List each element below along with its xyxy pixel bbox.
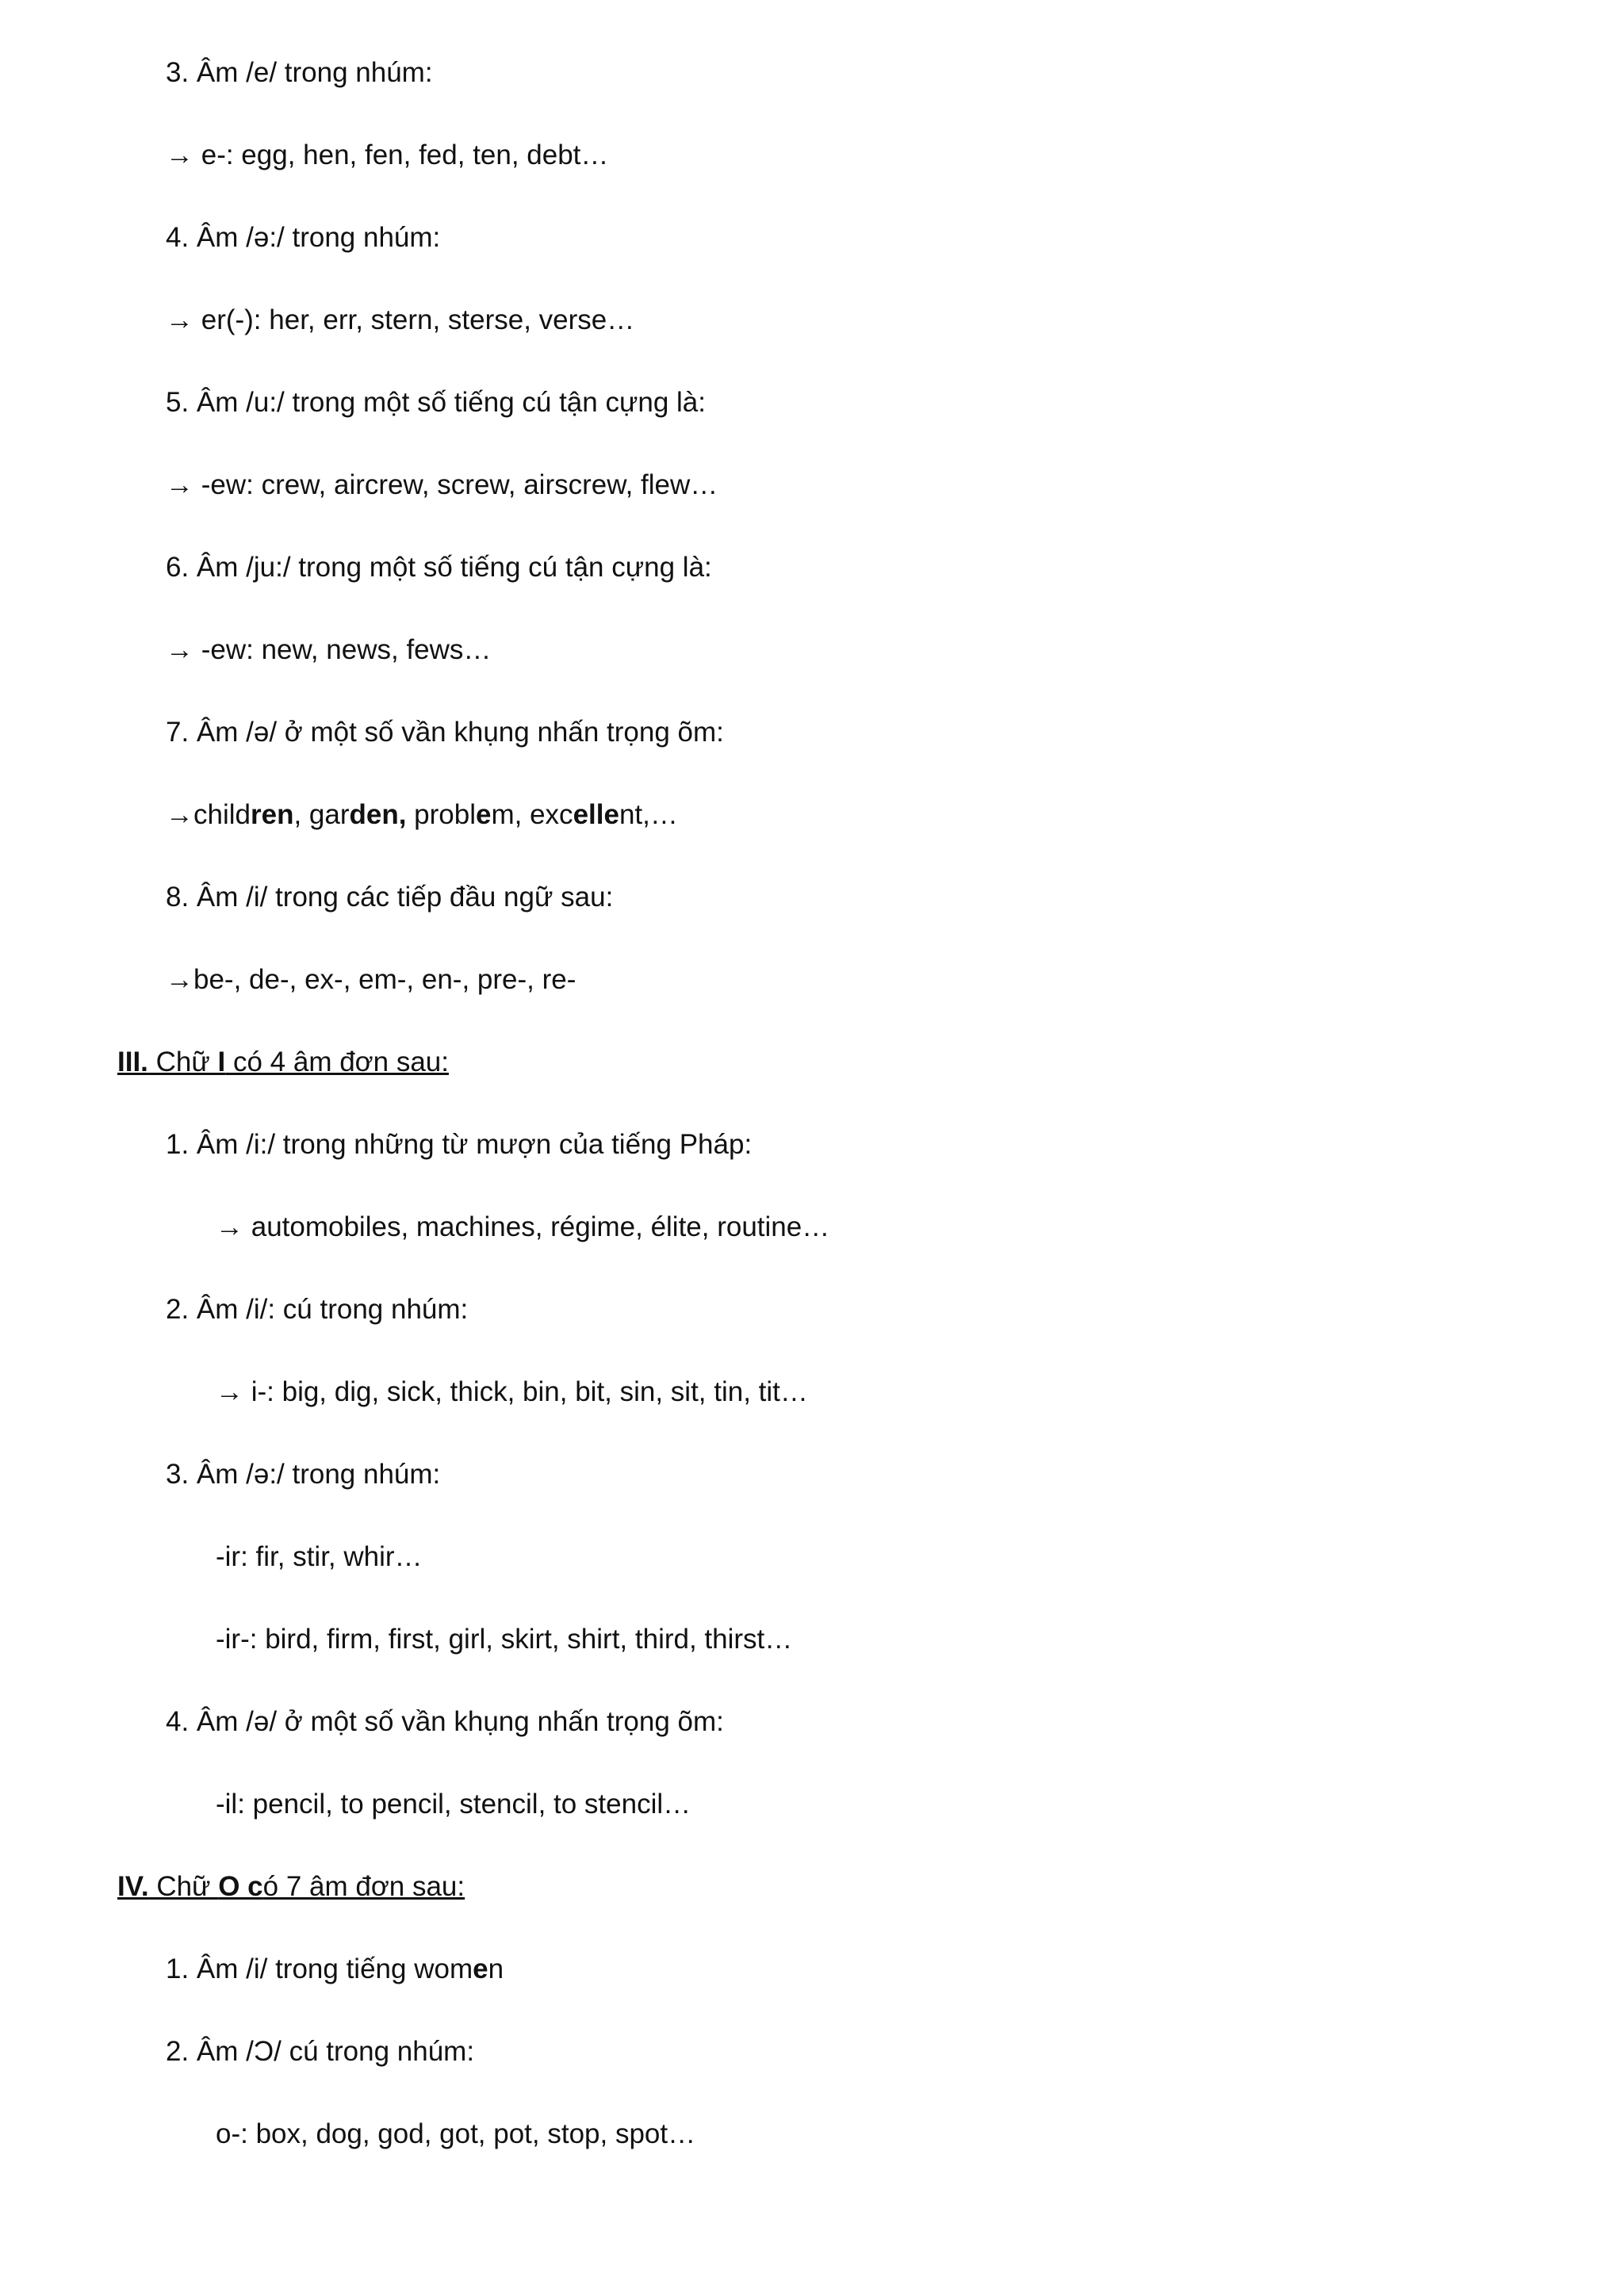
- item-1-i-long-sound: 1. Âm /i:/ trong những từ mượn của tiếng Pháp:: [166, 1129, 753, 1160]
- example-ew-ju-words: → -ew: new, news, fews…: [166, 634, 492, 665]
- item-8-i-prefix: 8. Âm /i/ trong các tiếp đầu ngữ sau:: [166, 882, 614, 913]
- example-e-words: → e-: egg, hen, fen, fed, ten, debt…: [166, 140, 609, 170]
- item-1-women-i-sound: 1. Âm /i/ trong tiếng women: [166, 1954, 504, 1984]
- example-ir-medial-words: -ir-: bird, firm, first, girl, skirt, shirt, third, thirst…: [216, 1624, 793, 1655]
- section-heading-iii: III. Chữ I có 4 âm đơn sau:: [117, 1047, 449, 1077]
- item-2-i-short-sound: 2. Âm /i/: cú trong nhúm:: [166, 1294, 469, 1325]
- example-french-words: → automobiles, machines, régime, élite, routine…: [216, 1211, 830, 1242]
- example-ew-u-words: → -ew: crew, aircrew, screw, airscrew, flew…: [166, 469, 718, 500]
- example-prefixes: →be-, de-, ex-, em-, en-, pre-, re-: [166, 964, 576, 995]
- item-7-schwa-sound: 7. Âm /ə/ ở một số vần khụng nhấn trọng õm:: [166, 717, 724, 748]
- item-3-ir-sound: 3. Âm /ə:/ trong nhúm:: [166, 1459, 441, 1490]
- example-schwa-words: →children, garden, problem, excellent,…: [166, 799, 678, 830]
- example-ir-words: -ir: fir, stir, whir…: [216, 1541, 423, 1572]
- example-er-words: → er(-): her, err, stern, sterse, verse…: [166, 304, 635, 335]
- example-i-words: → i-: big, dig, sick, thick, bin, bit, sin, sit, tin, tit…: [216, 1376, 808, 1407]
- item-5-u-sound: 5. Âm /u:/ trong một số tiếng cú tận cựng là:: [166, 387, 706, 418]
- item-6-ju-sound: 6. Âm /ju:/ trong một số tiếng cú tận cựng là:: [166, 552, 712, 583]
- item-4-er-sound: 4. Âm /ə:/ trong nhúm:: [166, 222, 441, 253]
- item-4-il-schwa-sound: 4. Âm /ə/ ở một số vần khụng nhấn trọng õm:: [166, 1706, 724, 1737]
- item-3-e-sound: 3. Âm /e/ trong nhúm:: [166, 57, 433, 88]
- example-o-words: o-: box, dog, god, got, pot, stop, spot…: [216, 2118, 696, 2149]
- example-il-words: -il: pencil, to pencil, stencil, to stencil…: [216, 1789, 691, 1820]
- section-heading-iv: IV. Chữ O có 7 âm đơn sau:: [117, 1871, 465, 1902]
- item-2-o-short-sound: 2. Âm /Ɔ/ cú trong nhúm:: [166, 2036, 475, 2067]
